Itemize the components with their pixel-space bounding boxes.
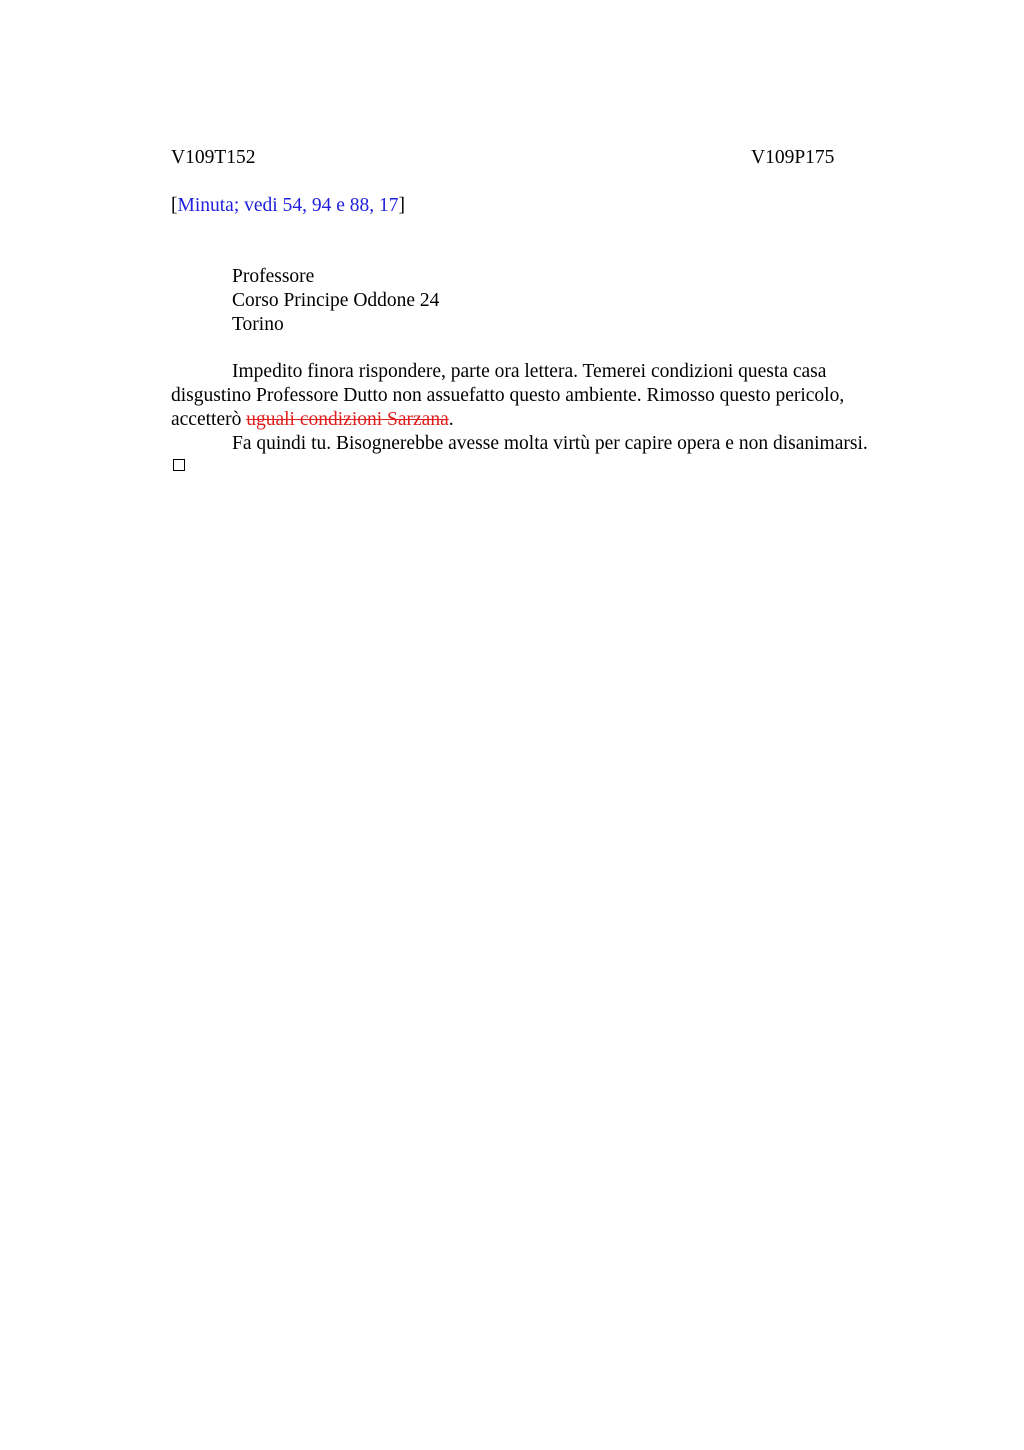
note-link[interactable]: Minuta; vedi 54, 94 e 88, 17 [177,195,399,216]
address-line-street: Corso Principe Oddone 24 [232,290,440,311]
note-close-bracket: ] [398,195,405,216]
paragraph-1-line-2: disgustino Professore Dutto non assuefatto questo ambiente. Rimosso questo pericolo, [171,385,845,406]
paragraph-2-line-1: Fa quindi tu. Bisognerebbe avesse molta virtù per capire opera e non disanimarsi. [232,433,868,454]
end-of-document-box-icon [173,459,185,471]
address-block [232,265,439,337]
paragraph-1-line-1: Impedito finora rispondere, parte ora lettera. Temerei condizioni questa casa [232,361,827,382]
address-line-title: Professore [232,266,315,287]
reference-code-left: V109T152 [171,147,256,168]
editorial-note [171,194,405,218]
paragraph-1-line-3-end: . [448,409,454,430]
address-line-city: Torino [232,314,284,335]
paragraph-1-line-3 [171,408,911,432]
paragraph-1-line-3-start: accetterò [171,409,247,430]
note-open-bracket: [ [171,195,178,216]
letter-body [171,360,911,456]
struck-through-text: uguali condizioni Sarzana [246,409,449,430]
reference-code-right: V109P175 [751,147,835,168]
